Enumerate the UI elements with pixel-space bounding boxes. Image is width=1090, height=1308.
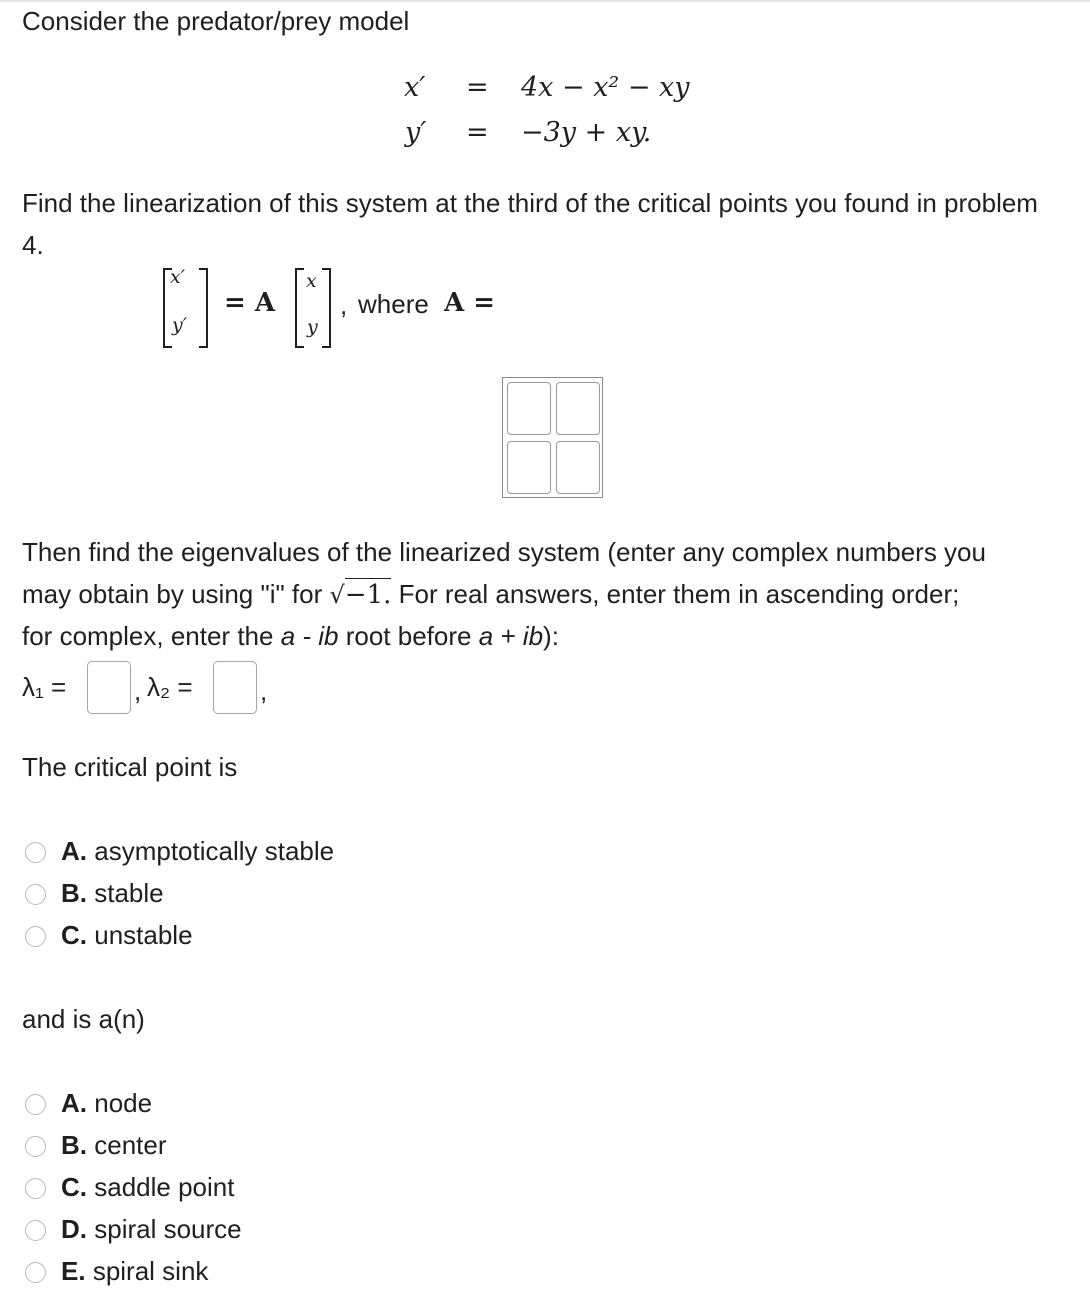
left-bracket: [295, 268, 304, 348]
option-letter: B.: [61, 1130, 87, 1160]
A-equals: A =: [444, 288, 496, 318]
eq2-lhs: y′: [405, 117, 427, 148]
stability-option-c[interactable]: [61, 920, 193, 951]
eq1-lhs: x′: [404, 72, 426, 103]
right-bracket: [322, 268, 331, 348]
type-radio-b[interactable]: [25, 1136, 46, 1157]
vector-y: y: [307, 316, 318, 338]
eigen-line-1: Then find the eigenvalues of the linearized system (enter any complex numbers you: [22, 537, 986, 567]
matrix-cell-a11[interactable]: [507, 382, 551, 435]
option-text: spiral source: [94, 1214, 242, 1244]
option-text: spiral sink: [92, 1256, 209, 1286]
a-minus-ib: a - ib: [280, 621, 339, 651]
option-text: unstable: [94, 920, 193, 950]
type-option-d[interactable]: [61, 1214, 242, 1245]
lambda-1-input[interactable]: [87, 661, 131, 714]
stability-radio-b[interactable]: [25, 884, 46, 905]
sqrt-symbol: √: [329, 581, 345, 609]
find-linearization-text: Find the linearization of this system at the third of the critical points you found in problem 4.: [22, 188, 1038, 260]
option-text: saddle point: [94, 1172, 235, 1202]
eq2-equals: =: [466, 117, 489, 148]
eigen-line-2: [22, 579, 959, 610]
eigen-line-3: [22, 621, 559, 652]
type-radio-d[interactable]: [25, 1220, 46, 1241]
eq1-equals: =: [466, 72, 489, 103]
option-text: center: [94, 1130, 167, 1160]
option-text: stable: [94, 878, 164, 908]
matrix-cell-a21[interactable]: [507, 441, 551, 494]
vector-yprime: y′: [172, 314, 188, 336]
type-option-c[interactable]: [61, 1172, 234, 1203]
top-divider: [0, 0, 1090, 2]
matrix-cell-a22[interactable]: [556, 441, 600, 494]
vector-x: x: [306, 270, 317, 292]
eq1-rhs: 4x − x² − xy: [521, 72, 690, 103]
type-label: and is a(n): [22, 1004, 145, 1034]
lambda-1-label: λ₁ =: [22, 672, 67, 702]
stability-option-a[interactable]: [61, 836, 334, 867]
eigen-line-3-mid: root before: [338, 621, 479, 651]
option-letter: C.: [61, 1172, 87, 1202]
type-radio-e[interactable]: [25, 1262, 46, 1283]
intro-text: Consider the predator/prey model: [22, 6, 410, 36]
option-letter: A.: [61, 836, 87, 866]
option-letter: B.: [61, 878, 87, 908]
option-text: node: [94, 1088, 153, 1118]
eigen-line-3-post: ):: [543, 621, 559, 651]
matrix-answer-grid: [502, 377, 603, 498]
stability-radio-a[interactable]: [25, 842, 46, 863]
stability-radio-c[interactable]: [25, 926, 46, 947]
stability-option-b[interactable]: [61, 878, 164, 909]
lambda-separator: ,: [260, 676, 268, 706]
option-letter: D.: [61, 1214, 87, 1244]
equals-A: = A: [224, 288, 276, 318]
type-radio-a[interactable]: [25, 1094, 46, 1115]
critical-point-label: The critical point is: [22, 752, 238, 782]
comma: ,: [340, 290, 348, 320]
where-text: where: [358, 289, 429, 319]
sqrt-argument: −1.: [344, 580, 392, 610]
option-text: asymptotically stable: [94, 836, 335, 866]
type-option-e[interactable]: [61, 1256, 208, 1287]
matrix-cell-a12[interactable]: [556, 382, 600, 435]
eq2-rhs: −3y + xy.: [521, 117, 652, 148]
type-option-b[interactable]: [61, 1130, 167, 1161]
eigen-line-2-post: For real answers, enter them in ascending order;: [391, 579, 960, 609]
eigen-line-3-pre: for complex, enter the: [22, 621, 281, 651]
type-option-a[interactable]: [61, 1088, 152, 1119]
type-radio-c[interactable]: [25, 1178, 46, 1199]
option-letter: C.: [61, 920, 87, 950]
a-plus-ib: a + ib: [478, 621, 544, 651]
eigen-line-2-pre: may obtain by using "i" for: [22, 579, 330, 609]
vector-xprime: x′: [170, 266, 186, 288]
lambda-2-label: λ₂ =: [147, 672, 193, 702]
option-letter: A.: [61, 1088, 87, 1118]
option-letter: E.: [61, 1256, 86, 1286]
lambda-2-input[interactable]: [213, 661, 257, 714]
right-bracket: [199, 268, 208, 348]
lambda-separator: ,: [134, 676, 142, 706]
